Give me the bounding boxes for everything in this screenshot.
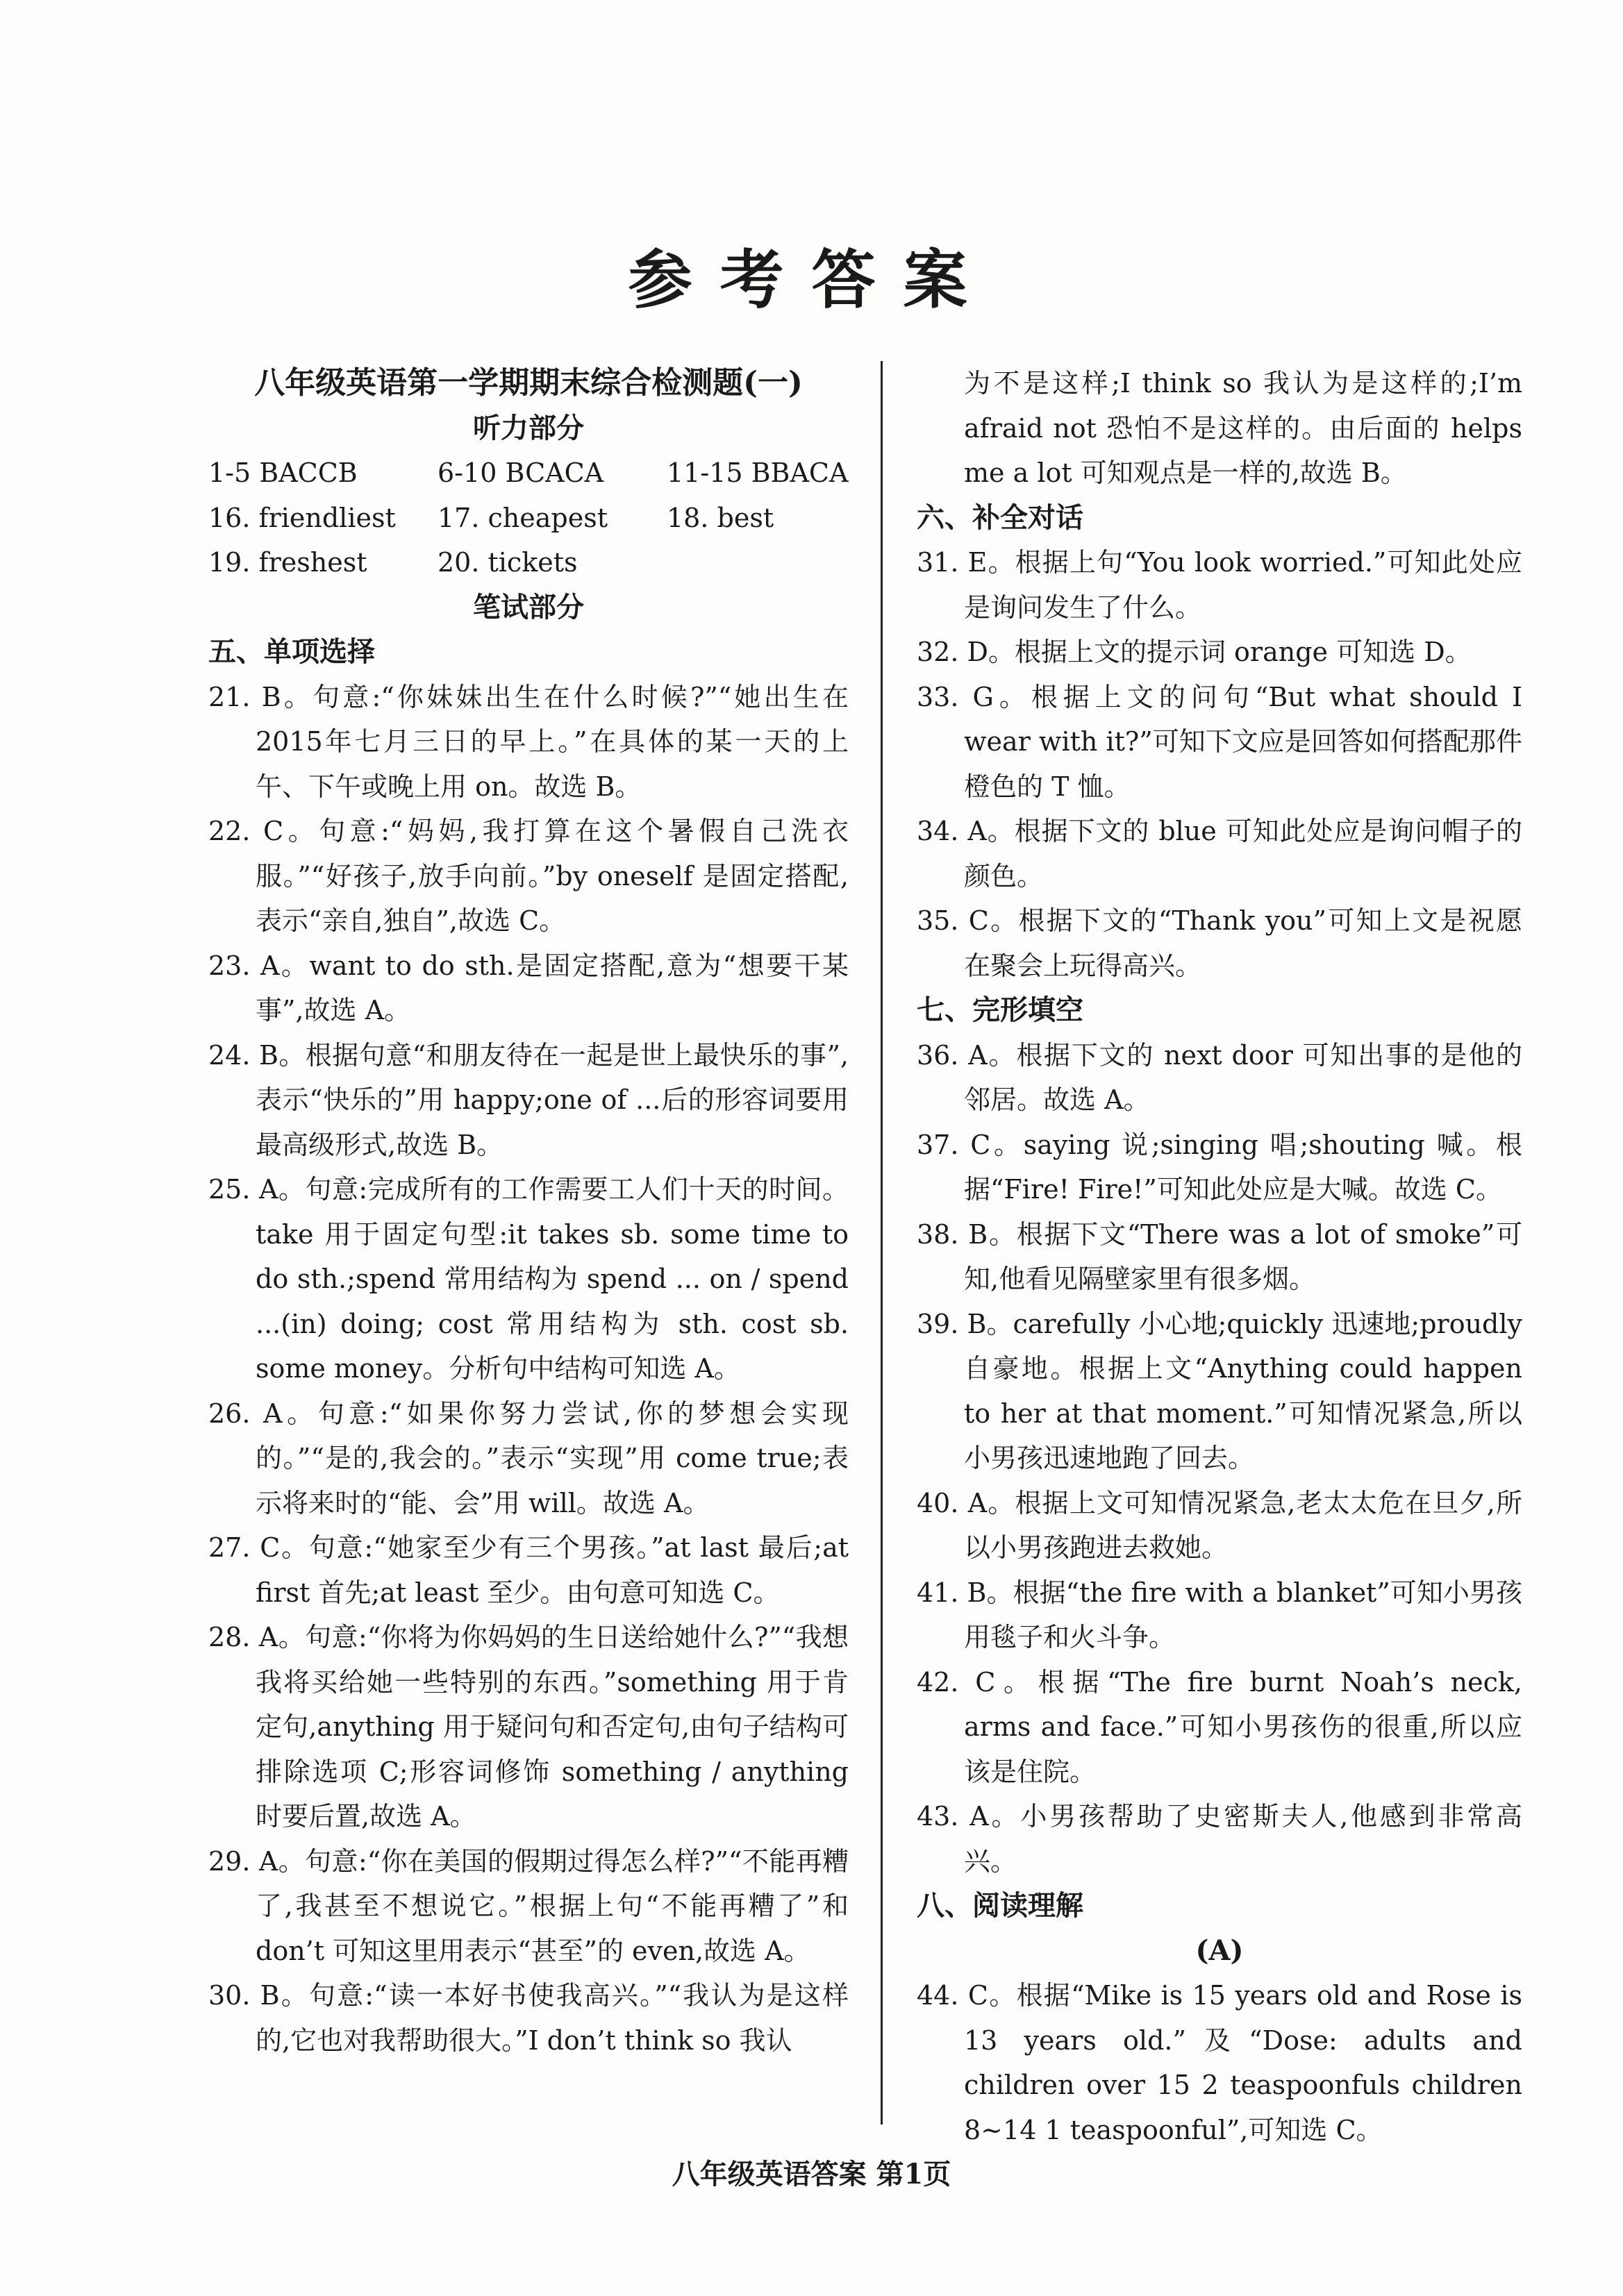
answer-item: 23. A。want to do sth.是固定搭配,意为“想要干某事”,故选 A。 xyxy=(208,950,849,1025)
answer-item: 37. C。saying 说;singing 唱;shouting 喊。根据“Fire! Fire!”可知此处应是大喊。故选 C。 xyxy=(917,1129,1522,1205)
answer-item: 21. B。句意:“你妹妹出生在什么时候?”“她出生在2015年七月三日的早上。”在具体的某一天的上午、下午或晚上用 on。故选 B。 xyxy=(208,681,849,802)
answer-item: 26. A。句意:“如果你努力尝试,你的梦想会实现的。”“是的,我会的。”表示“实现”用 come true;表示将来时的“能、会”用 will。故选 A。 xyxy=(208,1398,849,1518)
column-divider xyxy=(881,361,883,2125)
listening-answer: 19. freshest xyxy=(208,547,367,578)
answer-item: 25. A。句意:完成所有的工作需要工人们十天的时间。take 用于固定句型:it takes sb. some time to do sth.;spend 常用结构为 spend ... on / spend ...(in) doing; cost 常用结构为 sth. cost sb. some money。分析句中结构可知选 A。 xyxy=(208,1174,849,1384)
section-title: 六、补全对话 xyxy=(917,501,1083,534)
listening-answer: 18. best xyxy=(667,502,774,533)
section-title: 八、阅读理解 xyxy=(917,1889,1083,1922)
answer-item: 27. C。句意:“她家至少有三个男孩。”at last 最后;at first 首先;at least 至少。由句意可知选 C。 xyxy=(208,1532,849,1608)
answer-item: 31. E。根据上句“You look worried.”可知此处应是询问发生了什么。 xyxy=(917,547,1522,623)
listening-answers xyxy=(208,451,849,585)
listening-answer: 16. friendliest xyxy=(208,502,396,533)
answer-item: 32. D。根据上文的提示词 orange 可知选 D。 xyxy=(917,637,1472,667)
page-title: 参考答案 xyxy=(628,242,995,317)
answer-item: 42. C。根据“The fire burnt Noah’s neck, arms and face.”可知小男孩伤的很重,所以应该是住院。 xyxy=(917,1666,1522,1787)
answer-item: 30. B。句意:“读一本好书使我高兴。”“我认为是这样的,它也对我帮助很大。”I don’t think so 我认 xyxy=(208,1980,849,2056)
answer-item: 39. B。carefully 小心地;quickly 迅速地;proudly 自豪地。根据上文“Anything could happen to her at that moment.”可知情况紧急,所以小男孩迅速地跑了回去。 xyxy=(917,1308,1522,1473)
answer-item: 34. A。根据下文的 blue 可知此处应是询问帽子的颜色。 xyxy=(917,816,1522,891)
right-column xyxy=(917,361,1522,2145)
listening-title: 听力部分 xyxy=(473,411,584,444)
answer-item: 35. C。根据下文的“Thank you”可知上文是祝愿在聚会上玩得高兴。 xyxy=(917,905,1522,981)
passage-label: (A) xyxy=(1195,1934,1244,1967)
page-footer: 八年级英语答案 第1页 xyxy=(672,2158,951,2190)
listening-answer: 20. tickets xyxy=(438,547,578,578)
answer-item: 22. C。句意:“妈妈,我打算在这个暑假自己洗衣服。”“好孩子,放手向前。”by oneself 是固定搭配,表示“亲自,独自”,故选 C。 xyxy=(208,816,849,936)
answer-item: 38. B。根据下文“There was a lot of smoke”可知,他看见隔壁家里有很多烟。 xyxy=(917,1218,1522,1294)
answer-item: 33. G。根据上文的问句“But what should I wear with it?”可知下文应是回答如何搭配那件橙色的 T 恤。 xyxy=(917,681,1522,802)
section-title: 七、完形填空 xyxy=(917,994,1083,1026)
exam-title: 八年级英语第一学期期末综合检测题(一) xyxy=(254,365,803,401)
answer-item: 41. B。根据“the fire with a blanket”可知小男孩用毯子和火斗争。 xyxy=(917,1577,1522,1652)
listening-answer: 1-5 BACCB xyxy=(208,458,358,488)
listening-answer: 17. cheapest xyxy=(438,502,608,533)
answer-item: 43. A。小男孩帮助了史密斯夫人,他感到非常高兴。 xyxy=(917,1801,1522,1877)
answer-continuation: 为不是这样;I think so 我认为是这样的;I’m afraid not 恐怕不是这样的。由后面的 helps me a lot 可知观点是一样的,故选 B。 xyxy=(964,368,1522,488)
answer-item: 44. C。根据“Mike is 15 years old and Rose is 13 years old.”及“Dose: adults and children over 15 2 teaspoonfuls children 8~14 1 teaspoonful”,可知选 C。 xyxy=(917,1980,1522,2145)
writing-title: 笔试部分 xyxy=(473,590,584,623)
section-title: 五、单项选择 xyxy=(208,635,375,668)
answer-item: 24. B。根据句意“和朋友待在一起是世上最快乐的事”,表示“快乐的”用 happy;one of ...后的形容词要用最高级形式,故选 B。 xyxy=(208,1039,849,1160)
answer-item: 28. A。句意:“你将为你妈妈的生日送给她什么?”“我想我将买给她一些特别的东西。”something 用于肯定句,anything 用于疑问句和否定句,由句子结构可排除选项 C;形容词修饰 something / anything 时要后置,故选 A。 xyxy=(208,1622,849,1832)
listening-answer: 6-10 BCACA xyxy=(438,458,604,488)
answer-item: 40. A。根据上文可知情况紧急,老太太危在旦夕,所以小男孩跑进去救她。 xyxy=(917,1487,1522,1563)
left-column xyxy=(208,361,849,2115)
answer-item: 36. A。根据下文的 next door 可知出事的是他的邻居。故选 A。 xyxy=(917,1039,1522,1115)
answer-item: 29. A。句意:“你在美国的假期过得怎么样?”“不能再糟了,我甚至不想说它。”根据上句“不能再糟了”和 don’t 可知这里用表示“甚至”的 even,故选 A。 xyxy=(208,1845,849,1966)
listening-answer: 11-15 BBACA xyxy=(667,458,849,488)
